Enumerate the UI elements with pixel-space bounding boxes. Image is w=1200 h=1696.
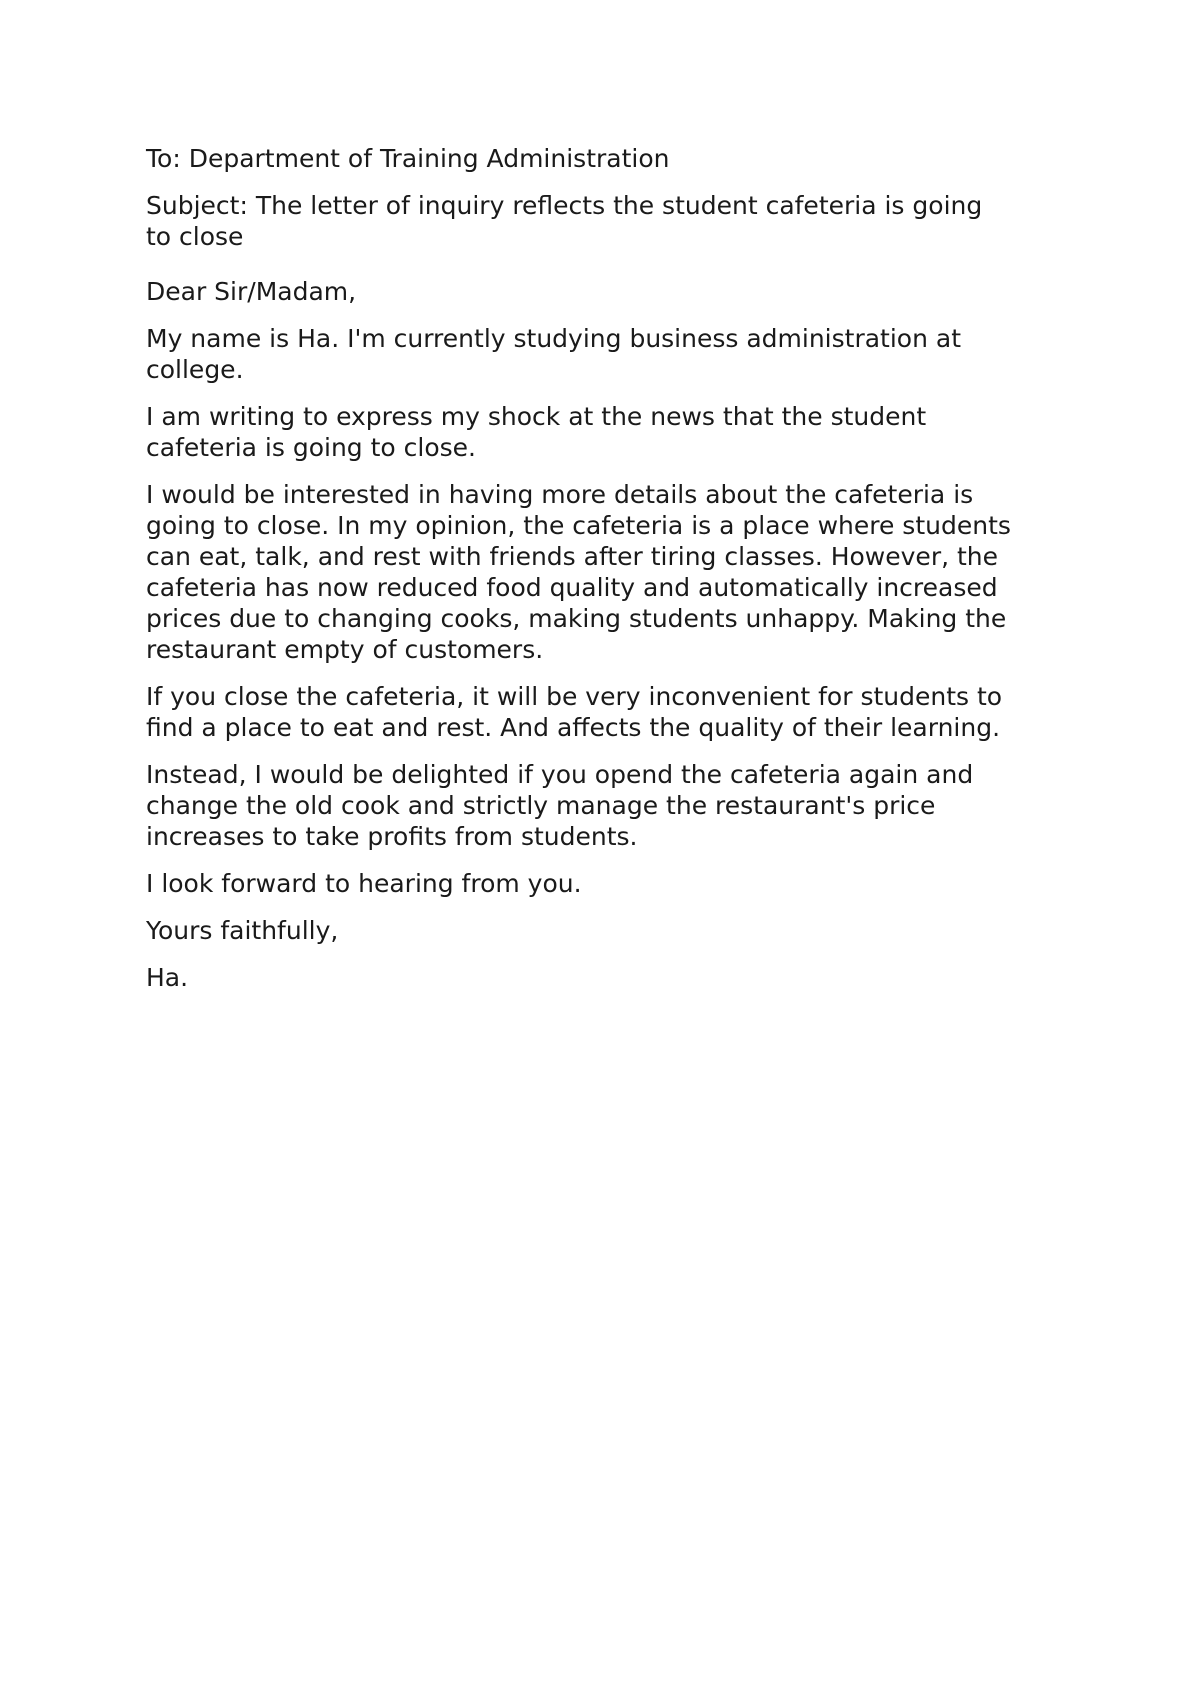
signature: Ha. [146, 963, 189, 992]
paragraph-details: I would be interested in having more details about the cafeteria is going to close. In my opinion, the cafeteria is a place where students can eat, talk, and rest with friends after tiring classes. However, the cafeteria has now reduced food quality and automatically increased prices due to changing cooks, making students unhappy. Making the restaurant empty of customers. [146, 480, 1011, 664]
salutation: Dear Sir/Madam, [146, 277, 357, 306]
subject-line: Subject: The letter of inquiry reflects the student cafeteria is going to close [146, 191, 983, 251]
paragraph-introduction: My name is Ha. I'm currently studying business administration at college. [146, 324, 962, 384]
paragraph-request: Instead, I would be delighted if you opend the cafeteria again and change the old cook and strictly manage the restaurant's price increases to take profits from students. [146, 760, 974, 851]
paragraph-purpose: I am writing to express my shock at the news that the student cafeteria is going to close. [146, 402, 927, 462]
recipient-line: To: Department of Training Administration [146, 144, 670, 173]
paragraph-consequences: If you close the cafeteria, it will be very inconvenient for students to find a place to eat and rest. And affects the quality of their learning. [146, 682, 1003, 742]
paragraph-closing-remark: I look forward to hearing from you. [146, 869, 582, 898]
complimentary-close: Yours faithfully, [146, 916, 339, 945]
letter-body [146, 143, 1066, 1009]
